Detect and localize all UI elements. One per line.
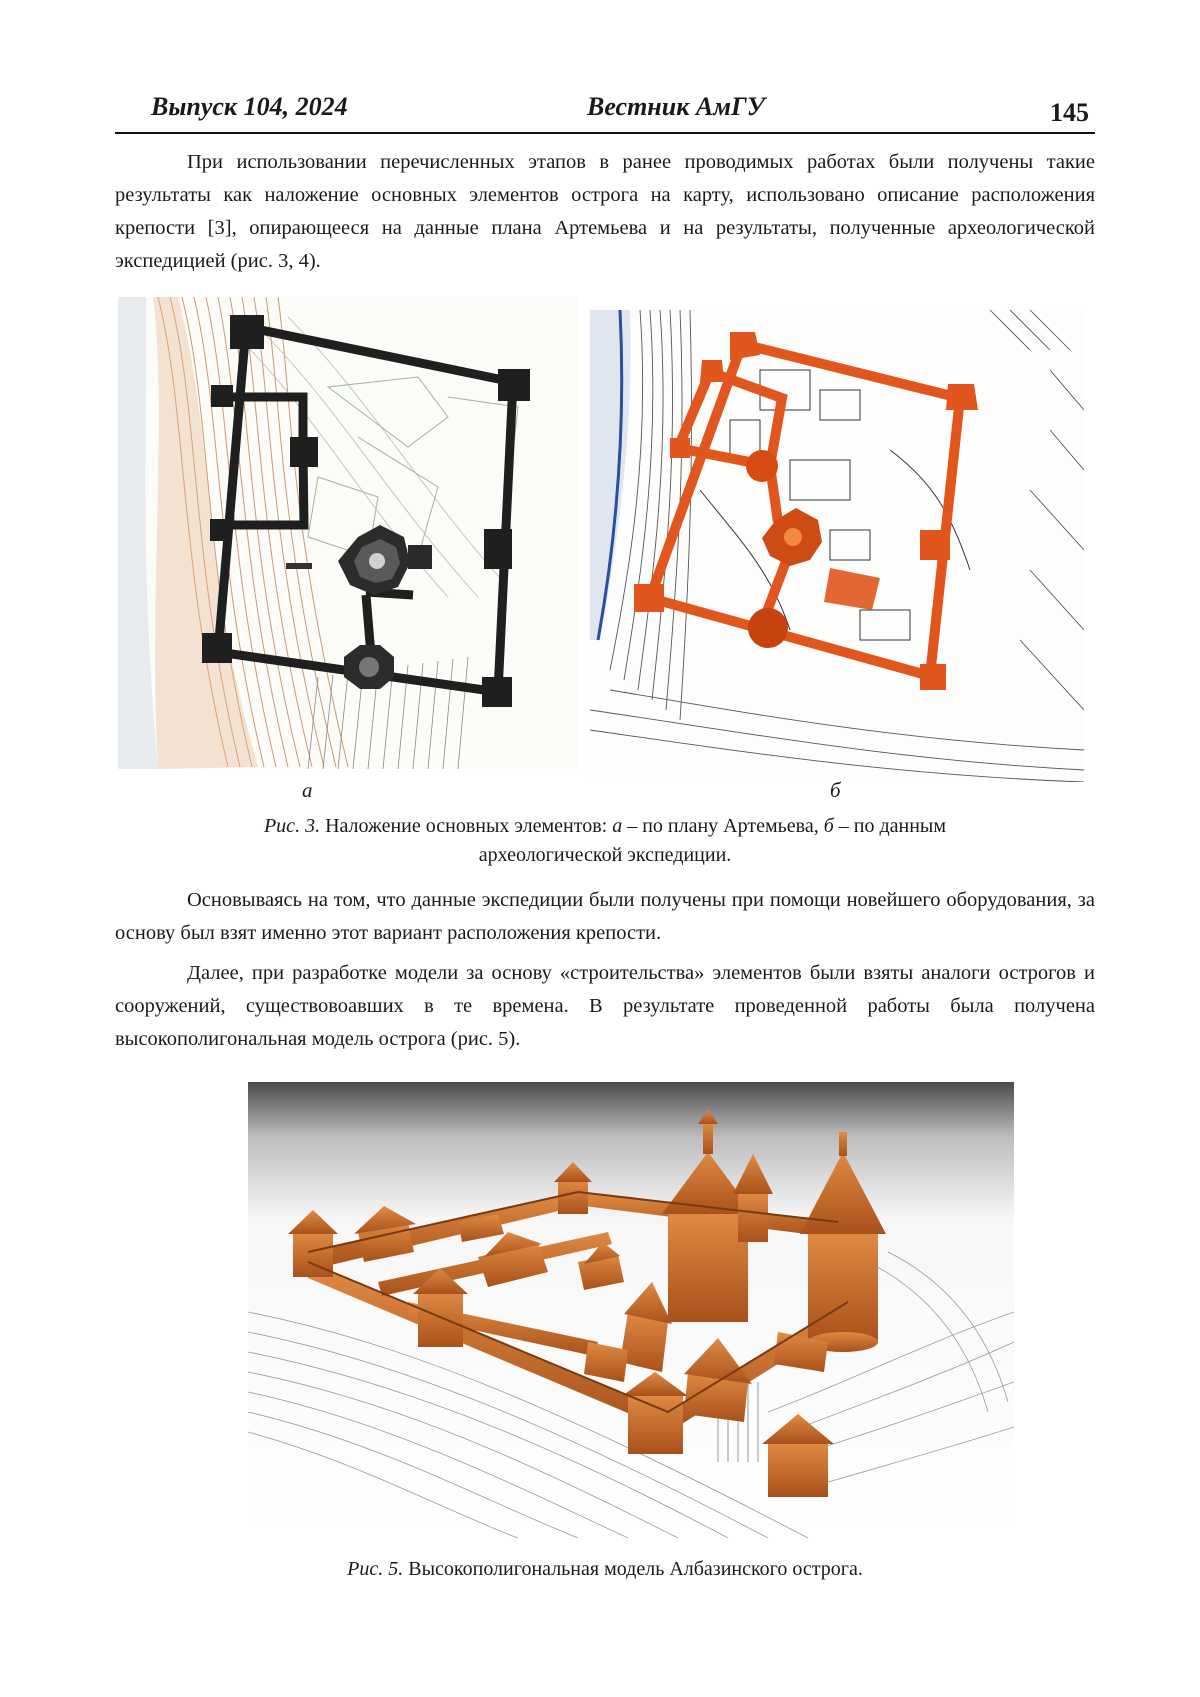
figure-3-caption-line-2: археологической экспедиции. [478, 844, 732, 866]
paragraph-text: При использовании перечисленных этапов в ранее проводимых работах были получены такие результаты как наложение основных элементов острога на карту, использовано описание расположения крепости [3], опирающееся на данные плана Артемьева и на результаты, полученные археологической экспедицией (рис. 3, 4). [115, 151, 1095, 272]
figure-3a-map [118, 297, 578, 769]
caption-text: – по плану Артемьева, [622, 815, 824, 837]
caption-prefix: Рис. 3. [263, 815, 321, 837]
body-paragraph-1 [115, 146, 1095, 278]
caption-text: Высокополигональная модель Албазинского острога. [403, 1558, 863, 1580]
page-number: 145 [1050, 98, 1089, 127]
caption-b: б [823, 815, 834, 837]
figure-3-caption-line-1 [115, 812, 1095, 841]
figure-3a-label: а [302, 778, 313, 802]
body-paragraph-2 [115, 884, 1095, 950]
figure-5-image [248, 1082, 1014, 1538]
paragraph-text: Основываясь на том, что данные экспедиции были получены при помощи новейшего оборудования, за основу был взят именно этот вариант расположения крепости. [115, 889, 1095, 944]
header-rule [115, 132, 1095, 134]
figure-3b-map [590, 310, 1084, 782]
caption-a: а [612, 815, 623, 837]
figure-5-model [248, 1082, 1014, 1538]
issue-label: Выпуск 104, 2024 [151, 92, 348, 121]
journal-title: Вестник АмГУ [587, 92, 765, 121]
caption-text: – по данным [833, 815, 947, 837]
page-header [115, 86, 1095, 136]
figure-3-caption [115, 812, 1095, 870]
caption-prefix: Рис. 5. [347, 1558, 404, 1580]
figure-3b-label: б [830, 778, 841, 802]
figure-3b-image [590, 310, 1084, 782]
body-paragraph-3 [115, 957, 1095, 1056]
caption-text: Наложение основных элементов: [320, 815, 613, 837]
paragraph-text: Далее, при разработке модели за основу «строительства» элементов были взяты аналоги острогов и сооружений, существовоавших в те времена. В результате проведенной работы была получена высокополигональная модель острога (рис. 5). [115, 962, 1095, 1050]
figure-3a-image [118, 297, 578, 769]
figure-5-caption [115, 1555, 1095, 1584]
